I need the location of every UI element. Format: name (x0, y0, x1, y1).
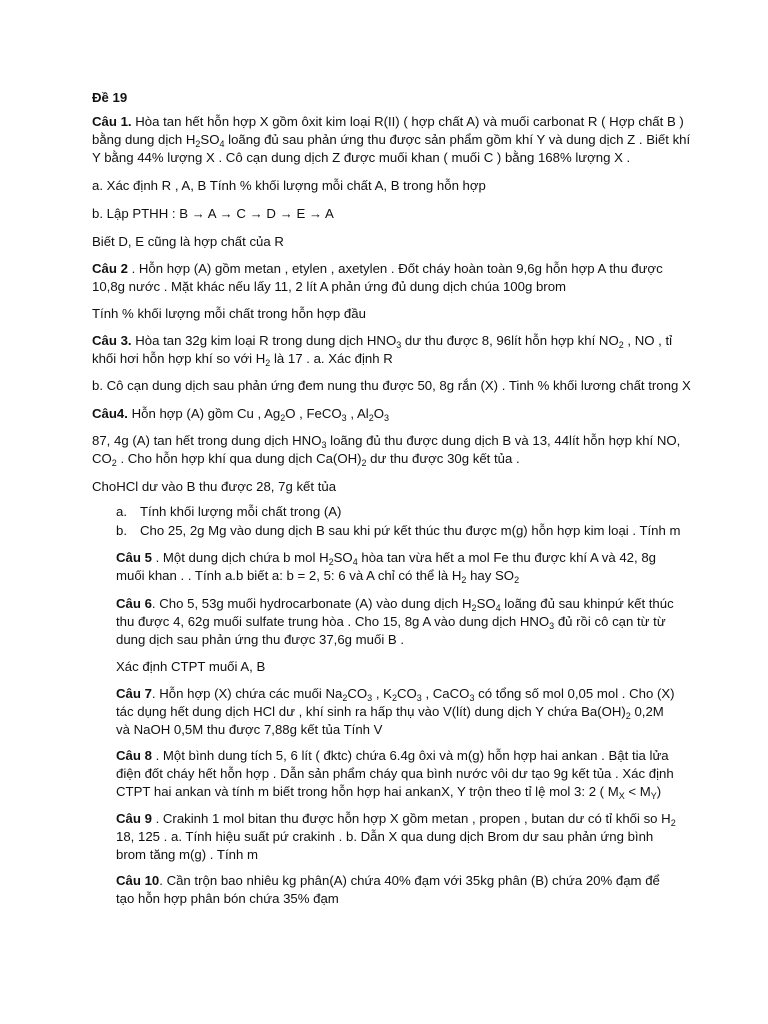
question-6-task: Xác định CTPT muối A, B (116, 659, 266, 674)
question-3-part-b: b. Cô cạn dung dịch sau phản ứng đem nung thu được 50, 8g rắn (X) . Tinh % khối lương chất trong X (92, 378, 691, 393)
question-4: Câu4. Hỗn hợp (A) gồm Cu , $Ag_2O$ , FeCO$_3$ , $Al_2O_3$ (92, 406, 389, 423)
question-4-item-a: a. Tính khối lượng mỗi chất trong (A) (116, 504, 342, 519)
question-7: Câu 7. Hỗn hợp (X) chứa các muối $Na_2CO_3$ , $K_2CO_3$ , CaCO$_3$ có tổng số mol 0,05 mol . Cho (X) tác dụng hết dung dịch HCl dư , khí sinh ra hấp thụ vào V(lít) dung dịch Y chứa $Ba(OH)_2$ 0,2M và NaOH 0,5M thu được 7,88g kết tủa Tính V (116, 686, 675, 737)
question-4-data: 87, 4g (A) tan hết trong dung dịch $HNO_3$ loãng đủ thu được dung dịch B và 13, 44lít hỗn hợp khí NO, $CO_2$ . Cho hỗn hợp khí qua dung dịch $Ca(OH)_2$ dư thu được 30g kết tủa . (92, 433, 681, 468)
question-1-note: Biết D, E cũng là hợp chất của R (92, 234, 284, 249)
question-2-task: Tính % khối lượng mỗi chất trong hỗn hợp đầu (92, 306, 366, 321)
question-3: Câu 3. Hòa tan 32g kim loại R trong dung dịch $HNO_3$ dư thu được 8, 96lít hỗn hợp khí $NO_2$ , NO , tỉ khối hơi hỗn hợp khí so với $H_2$ là 17 . a. Xác định R (92, 333, 673, 368)
question-2: Câu 2 . Hỗn hợp (A) gồm metan , etylen , axetylen . Đốt cháy hoàn toàn 9,6g hỗn hợp A thu được 10,8g nước . Mặt khác nếu lấy 11, 2 lít A phản ứng đủ dung dịch chúa 100g brom (92, 261, 663, 294)
question-4-hcl: ChoHCl dư vào B thu được 28, 7g kết tủa (92, 479, 337, 494)
question-4-item-b: b. Cho 25, 2g Mg vào dung dịch B sau khi pứ kết thúc thu được m(g) hỗn hợp kim loại . Tính m (116, 523, 681, 538)
exam-title: Đề 19 (92, 90, 128, 105)
question-10: Câu 10. Cần trộn bao nhiêu kg phân(A) chứa 40% đạm với 35kg phân (B) chứa 20% đạm để tạo hỗn hợp phân bón chứa 35% đạm (116, 873, 660, 906)
question-1-part-a: a. Xác định R , A, B Tính % khối lượng mỗi chất A, B trong hỗn hợp (92, 178, 486, 193)
question-1: Câu 1. Hòa tan hết hỗn hợp X gồm ôxit kim loại R(II) ( hợp chất A) và muối carbonat R ( Hợp chất B ) bằng dung dịch $H_2SO_4$ loãng đủ sau phản ứng thu được sản phẩm gồm khí Y và dung dịch Z . Biết khí Y bằng 44% lượng X . Cô cạn dung dịch Z được muối khan ( muối C ) bằng 168% lượng X . (92, 114, 691, 165)
question-9: Câu 9 . Crakinh 1 mol bitan thu được hỗn hợp X gồm metan , propen , butan dư có tỉ khối so $H_2$ 18, 125 . a. Tính hiệu suất pứ crakinh . b. Dẫn X qua dung dịch Brom dư sau phản ứng bình brom tăng m(g) . Tính m (116, 811, 676, 862)
question-1-part-b: b. Lập PTHH : B → A → C → D → E → A (92, 206, 334, 221)
question-6: Câu 6. Cho 5, 53g muối hydrocarbonate (A) vào dung dịch $H_2SO_4$ loãng đủ sau khinpứ kết thúc thu được 4, 62g muối sulfate trung hòa . Cho 15, 8g A vào dung dịch $HNO_3$ đủ rồi cô cạn từ từ dung dịch sau phản ứng thu được 37,6g muối B . (116, 596, 674, 647)
question-8: Câu 8 . Một bình dung tích 5, 6 lít ( đktc) chứa 6.4g ôxi và m(g) hỗn hợp hai ankan . Bật tia lửa điện đốt cháy hết hỗn hợp . Dẫn sản phẩm cháy qua bình nước vôi dư tạo 9g kết tủa . Xác định CTPT hai ankan và tính m biết trong hỗn hợp hai ankanX, Y trộn theo tỉ lệ mol 3: 2 ( $M_X < M_Y$) (116, 748, 674, 801)
question-5: Câu 5 . Một dung dịch chứa b mol $H_2SO_4$ hòa tan vừa hết a mol Fe thu được khí A và 42, 8g muối khan . . Tính a.b biết a: b = 2, 5: 6 và A chỉ có thể là $H_2$ hay $SO_2$ (116, 550, 656, 585)
